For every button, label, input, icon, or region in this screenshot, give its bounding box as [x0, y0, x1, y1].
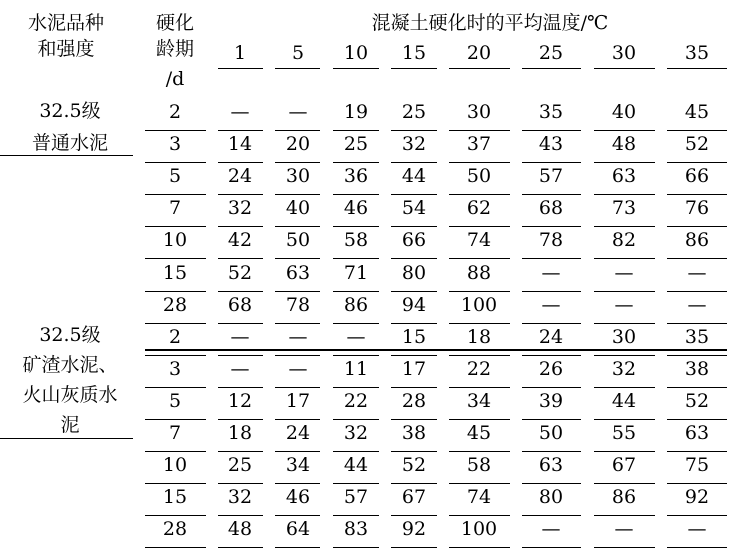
row-underline [594, 355, 655, 356]
row-underline [594, 323, 655, 324]
row-underline [145, 130, 206, 131]
value-cell: 22 [343, 389, 369, 412]
row-underline [333, 419, 379, 420]
row-underline [667, 258, 727, 259]
value-cell: 14 [227, 133, 253, 156]
row-underline [594, 483, 655, 484]
value-cell: 34 [285, 454, 311, 477]
value-cell: 48 [611, 133, 637, 156]
value-cell: — [288, 325, 308, 348]
row-underline [333, 483, 379, 484]
age-cell: 10 [162, 229, 188, 252]
value-cell: 80 [538, 486, 564, 509]
row-underline [145, 194, 206, 195]
value-cell: 82 [611, 229, 637, 252]
row-underline [333, 451, 379, 452]
temperature-column-header: 10 [343, 42, 369, 64]
value-cell: — [541, 261, 561, 284]
row-underline [449, 130, 510, 131]
value-cell: 11 [343, 357, 369, 380]
row-underline [449, 483, 510, 484]
age-cell: 5 [168, 165, 182, 188]
value-cell: 45 [466, 422, 492, 444]
value-cell: 38 [684, 357, 710, 380]
value-cell: 58 [343, 229, 369, 252]
row-underline [275, 419, 320, 420]
value-cell: 40 [611, 101, 637, 123]
row-underline [522, 226, 581, 227]
row-underline [391, 226, 437, 227]
row-underline [145, 258, 206, 259]
row-underline [594, 419, 655, 420]
row-underline [275, 194, 320, 195]
row-underline [145, 419, 206, 420]
row-underline [145, 355, 206, 356]
row-underline [218, 162, 263, 163]
row-underline [333, 130, 379, 131]
row-underline [522, 355, 581, 356]
value-cell: 100 [460, 518, 498, 541]
value-cell: — [614, 293, 634, 316]
value-cell: 17 [285, 389, 311, 412]
value-cell: 26 [538, 357, 564, 380]
temperature-column-header: 25 [538, 42, 564, 64]
value-cell: 45 [684, 101, 710, 123]
value-cell: 64 [285, 518, 311, 541]
row-underline [333, 323, 379, 324]
value-cell: — [230, 357, 250, 380]
age-header: /d [165, 68, 185, 90]
row-underline [667, 194, 727, 195]
value-cell: 100 [460, 293, 498, 316]
row-underline [449, 323, 510, 324]
cement-group-label: 32.5级 [39, 100, 101, 122]
row-underline [522, 515, 581, 516]
value-cell: 24 [227, 165, 253, 188]
row-underline [522, 194, 581, 195]
row-underline [275, 483, 320, 484]
age-cell: 10 [162, 454, 188, 477]
row-underline [333, 547, 379, 548]
value-cell: 25 [401, 101, 427, 123]
row-underline [145, 515, 206, 516]
row-underline [449, 355, 510, 356]
row-underline [522, 162, 581, 163]
row-underline [145, 483, 206, 484]
header-underline [522, 68, 581, 69]
value-cell: 80 [401, 261, 427, 284]
row-underline [449, 291, 510, 292]
row-underline [218, 419, 263, 420]
row-underline [449, 515, 510, 516]
value-cell: 76 [684, 197, 710, 220]
row-underline [145, 547, 206, 548]
row-underline [333, 387, 379, 388]
age-cell: 3 [168, 133, 182, 156]
value-cell: 62 [466, 197, 492, 220]
row-underline [391, 194, 437, 195]
row-underline [522, 323, 581, 324]
age-cell: 15 [162, 486, 188, 509]
row-underline [391, 130, 437, 131]
header-underline [667, 68, 727, 69]
row-underline [449, 451, 510, 452]
row-underline [449, 162, 510, 163]
value-cell: 42 [227, 229, 253, 252]
value-cell: 38 [401, 422, 427, 444]
value-cell: 68 [538, 197, 564, 220]
row-underline [667, 547, 727, 548]
value-cell: 48 [227, 518, 253, 541]
value-cell: 75 [684, 454, 710, 477]
value-cell: 52 [401, 454, 427, 477]
row-underline [522, 258, 581, 259]
value-cell: 92 [401, 518, 427, 541]
age-cell: 3 [168, 357, 182, 380]
value-cell: 57 [538, 165, 564, 188]
value-cell: — [288, 101, 308, 123]
value-cell: 32 [227, 197, 253, 220]
value-cell: 78 [285, 293, 311, 316]
row-underline [218, 323, 263, 324]
temperature-column-header: 15 [401, 42, 427, 64]
row-underline [275, 291, 320, 292]
row-underline [333, 355, 379, 356]
row-underline [275, 226, 320, 227]
row-underline [522, 130, 581, 131]
row-underline [218, 483, 263, 484]
row-underline [391, 451, 437, 452]
value-cell: 74 [466, 486, 492, 509]
row-underline [594, 387, 655, 388]
value-cell: 78 [538, 229, 564, 252]
value-cell: 66 [401, 229, 427, 252]
row-underline [449, 419, 510, 420]
value-cell: 86 [684, 229, 710, 252]
row-underline [145, 162, 206, 163]
age-cell: 7 [168, 197, 182, 220]
value-cell: — [687, 293, 707, 316]
row-underline [275, 162, 320, 163]
value-cell: 28 [401, 389, 427, 412]
value-cell: 52 [684, 389, 710, 412]
value-cell: 63 [538, 454, 564, 477]
value-cell: 67 [401, 486, 427, 509]
value-cell: 67 [611, 454, 637, 477]
header-underline [391, 68, 437, 69]
value-cell: 18 [227, 422, 253, 444]
value-cell: 83 [343, 518, 369, 541]
row-underline [667, 483, 727, 484]
value-cell: 44 [343, 454, 369, 477]
row-underline [275, 258, 320, 259]
value-cell: 63 [611, 165, 637, 188]
cement-group-label: 火山灰质水 [22, 384, 118, 406]
row-underline [522, 387, 581, 388]
row-underline [275, 387, 320, 388]
row-underline [275, 355, 320, 356]
row-underline [145, 387, 206, 388]
row-underline [333, 515, 379, 516]
row-underline [594, 451, 655, 452]
row-underline [594, 291, 655, 292]
value-cell: 43 [538, 133, 564, 156]
value-cell: 25 [227, 454, 253, 477]
value-cell: 52 [227, 261, 253, 284]
row-underline [667, 515, 727, 516]
row-underline [449, 226, 510, 227]
value-cell: 55 [611, 422, 637, 444]
row-underline [391, 483, 437, 484]
value-cell: 30 [285, 165, 311, 188]
row-underline [333, 291, 379, 292]
row-underline [449, 258, 510, 259]
cement-group-label: 普通水泥 [31, 132, 108, 154]
row-underline [594, 130, 655, 131]
row-underline [275, 323, 320, 324]
value-cell: 46 [343, 197, 369, 220]
temperature-column-header: 35 [684, 42, 710, 64]
row-underline [333, 162, 379, 163]
row-underline [391, 323, 437, 324]
row-underline [667, 130, 727, 131]
value-cell: 22 [466, 357, 492, 380]
row-underline [391, 515, 437, 516]
row-underline [391, 419, 437, 420]
row-underline [218, 258, 263, 259]
row-underline [391, 258, 437, 259]
cement-type-header: 水泥品种 [27, 12, 104, 34]
cement-type-header: 和强度 [37, 38, 95, 60]
row-underline [449, 194, 510, 195]
row-underline [667, 323, 727, 324]
value-cell: 18 [466, 325, 492, 348]
value-cell: 92 [684, 486, 710, 509]
row-underline [667, 355, 727, 356]
value-cell: 30 [611, 325, 637, 348]
temperature-column-header: 20 [466, 42, 492, 64]
value-cell: — [687, 518, 707, 541]
row-underline [594, 258, 655, 259]
value-cell: 54 [401, 197, 427, 220]
row-underline [667, 162, 727, 163]
value-cell: 63 [684, 422, 710, 444]
value-cell: 66 [684, 165, 710, 188]
value-cell: 50 [285, 229, 311, 252]
header-underline [449, 68, 510, 69]
age-cell: 2 [168, 325, 182, 348]
value-cell: 39 [538, 389, 564, 412]
value-cell: 44 [611, 389, 637, 412]
cement-group-label: 泥 [60, 414, 80, 436]
value-cell: 15 [401, 325, 427, 348]
value-cell: 68 [227, 293, 253, 316]
age-header: 硬化 [155, 12, 194, 34]
value-cell: 19 [343, 101, 369, 123]
temperature-column-header: 5 [291, 42, 305, 64]
value-cell: 50 [466, 165, 492, 188]
header-underline [594, 68, 655, 69]
row-underline [275, 130, 320, 131]
cement-group-label: 矿渣水泥、 [22, 354, 118, 376]
value-cell: 20 [285, 133, 311, 156]
value-cell: 30 [466, 101, 492, 123]
value-cell: 58 [466, 454, 492, 477]
row-underline [275, 547, 320, 548]
value-cell: — [288, 357, 308, 380]
temperature-column-header: 1 [233, 42, 247, 64]
row-underline [522, 547, 581, 548]
value-cell: 44 [401, 165, 427, 188]
group-divider [0, 438, 133, 439]
row-underline [522, 419, 581, 420]
row-underline [391, 291, 437, 292]
value-cell: 36 [343, 165, 369, 188]
value-cell: 17 [401, 357, 427, 380]
value-cell: 32 [401, 133, 427, 156]
row-underline [667, 291, 727, 292]
row-underline [594, 547, 655, 548]
value-cell: — [541, 293, 561, 316]
value-cell: 94 [401, 293, 427, 316]
row-underline [594, 194, 655, 195]
row-underline [391, 162, 437, 163]
row-underline [333, 258, 379, 259]
age-cell: 15 [162, 261, 188, 284]
row-underline [218, 226, 263, 227]
value-cell: — [614, 261, 634, 284]
row-underline [218, 130, 263, 131]
row-underline [667, 387, 727, 388]
row-underline [145, 451, 206, 452]
row-underline [218, 515, 263, 516]
age-cell: 2 [168, 101, 182, 123]
row-underline [522, 291, 581, 292]
value-cell: 73 [611, 197, 637, 220]
value-cell: 24 [538, 325, 564, 348]
row-underline [333, 226, 379, 227]
value-cell: 12 [227, 389, 253, 412]
value-cell: — [614, 518, 634, 541]
value-cell: 46 [285, 486, 311, 509]
value-cell: 35 [538, 101, 564, 123]
row-underline [667, 226, 727, 227]
row-underline [145, 291, 206, 292]
age-cell: 28 [162, 293, 188, 316]
row-underline [218, 291, 263, 292]
row-underline [275, 451, 320, 452]
value-cell: 63 [285, 261, 311, 284]
row-underline [218, 355, 263, 356]
row-underline [218, 194, 263, 195]
value-cell: 40 [285, 197, 311, 220]
value-cell: — [346, 325, 366, 348]
row-underline [218, 451, 263, 452]
value-cell: 32 [343, 422, 369, 444]
value-cell: — [541, 518, 561, 541]
value-cell: 57 [343, 486, 369, 509]
row-underline [522, 483, 581, 484]
value-cell: — [230, 101, 250, 123]
value-cell: 86 [611, 486, 637, 509]
row-underline [218, 387, 263, 388]
value-cell: 50 [538, 422, 564, 444]
value-cell: 25 [343, 133, 369, 156]
row-underline [594, 515, 655, 516]
value-cell: — [230, 325, 250, 348]
value-cell: — [687, 261, 707, 284]
value-cell: 71 [343, 261, 369, 284]
row-underline [594, 162, 655, 163]
row-underline [449, 547, 510, 548]
value-cell: 88 [466, 261, 492, 284]
value-cell: 52 [684, 133, 710, 156]
row-underline [667, 451, 727, 452]
row-underline [275, 515, 320, 516]
row-underline [218, 547, 263, 548]
value-cell: 37 [466, 133, 492, 156]
row-underline [594, 226, 655, 227]
row-underline [449, 387, 510, 388]
value-cell: 74 [466, 229, 492, 252]
row-underline [391, 387, 437, 388]
value-cell: 34 [466, 389, 492, 412]
row-underline [522, 451, 581, 452]
header-underline [275, 68, 320, 69]
age-header: 龄期 [155, 38, 194, 60]
row-underline [391, 355, 437, 356]
temperature-header: 混凝土硬化时的平均温度/℃ [371, 12, 609, 34]
age-cell: 28 [162, 518, 188, 541]
value-cell: 86 [343, 293, 369, 316]
row-underline [333, 194, 379, 195]
value-cell: 32 [227, 486, 253, 509]
cement-group-label: 32.5级 [39, 324, 101, 346]
header-underline [333, 68, 379, 69]
temperature-column-header: 30 [611, 42, 637, 64]
value-cell: 35 [684, 325, 710, 348]
age-cell: 7 [168, 422, 182, 444]
value-cell: 24 [285, 422, 311, 444]
value-cell: 32 [611, 357, 637, 380]
row-underline [145, 226, 206, 227]
row-underline [145, 323, 206, 324]
header-underline [218, 68, 263, 69]
row-underline [667, 419, 727, 420]
age-cell: 5 [168, 389, 182, 412]
row-underline [391, 547, 437, 548]
group-separator [145, 349, 727, 351]
group-divider [0, 155, 133, 156]
